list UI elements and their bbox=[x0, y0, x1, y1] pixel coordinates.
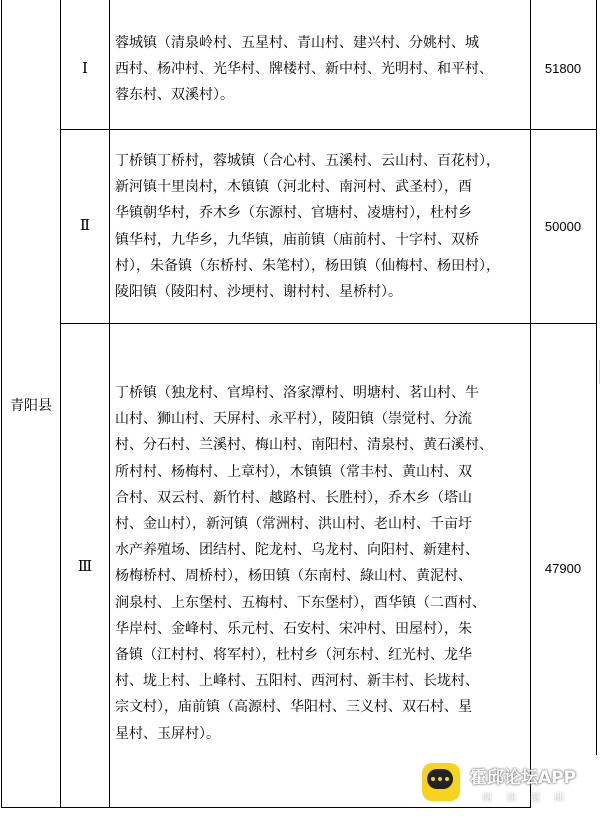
row-divider-1 bbox=[60, 129, 597, 130]
row-villages: 丁桥镇（独龙村、官埠村、洛家潭村、明塘村、茗山村、牛 山村、狮山村、天屏村、永平村），陵阳镇（崇觉村、分流 村、分石村、兰溪村、梅山村、南阳村、清泉村、黄石溪村、 所村村、杨梅村、上章村），木镇镇（常丰村、黄山村、双 合村、双云村、新竹村、越路村、长胜村），乔木乡（塔山 村、金山村），新河镇（常洲村、洪山村、老山村、千亩圩 水产养殖场、团结村、陀龙村、乌龙村、向阳村、新建村、 杨梅桥村、周桥村），杨田镇（东南村、綠山村、黄泥村、 涧泉村、上东堡村、五梅村、下东堡村），酉华镇（二酉村、 华岸村、金峰村、乐元村、石安村、宋冲村、田屋村），朱 备镇（江村村、将军村），杜村乡（河东村、红光村、龙华 村、垅上村、上峰村、五阳村、西河村、新丰村、长垅村、 宗文村），庙前镇（高源村、华阳村、三义村、双石村、星 星村、玉屏村）。 bbox=[115, 385, 493, 742]
row-amount: 50000 bbox=[544, 219, 582, 234]
page-edge-mark bbox=[599, 360, 603, 384]
row-divider-2 bbox=[60, 323, 597, 324]
row-level: Ⅱ bbox=[79, 216, 91, 234]
chat-dot bbox=[445, 777, 449, 781]
table-divider-amount bbox=[530, 0, 531, 808]
row-amount: 47900 bbox=[544, 561, 582, 576]
table-divider-county bbox=[60, 0, 61, 808]
row-amount: 51800 bbox=[544, 61, 582, 76]
row-villages: 蓉城镇（清泉岭村、五星村、青山村、建兴村、分姚村、城 西村、杨冲村、光华村、牌楼村、新中村、光明村、和平村、 蓉东村、双溪村）。 bbox=[115, 35, 493, 104]
chat-dot bbox=[438, 777, 442, 781]
watermark-title: 霍邱论坛APP bbox=[470, 768, 577, 788]
row-level: Ⅲ bbox=[77, 557, 93, 575]
chat-dot bbox=[431, 777, 435, 781]
county-name: 青阳县 bbox=[10, 398, 52, 414]
row-level: Ⅰ bbox=[82, 59, 88, 77]
table-divider-level bbox=[109, 0, 110, 808]
row-villages: 丁桥镇丁桥村，蓉城镇（合心村、五溪村、云山村、百花村）， 新河镇十里岗村，木镇镇（河北村、南河村、武圣村），酉 华镇朝华村，乔木乡（东源村、官塘村、凌塘村），杜村乡 镇华村，九华乡，九华镇，庙前镇（庙前村、十字村、双桥 村），朱备镇（东桥村、朱笔村），杨田镇（仙梅村、杨田村）， 陵阳镇（陵阳村、沙埂村、谢村村、星桥村）。 bbox=[115, 153, 500, 301]
table-border-right bbox=[596, 0, 597, 755]
forum-watermark bbox=[418, 753, 598, 811]
watermark-subtitle: 阅读覆邱 bbox=[482, 793, 578, 804]
